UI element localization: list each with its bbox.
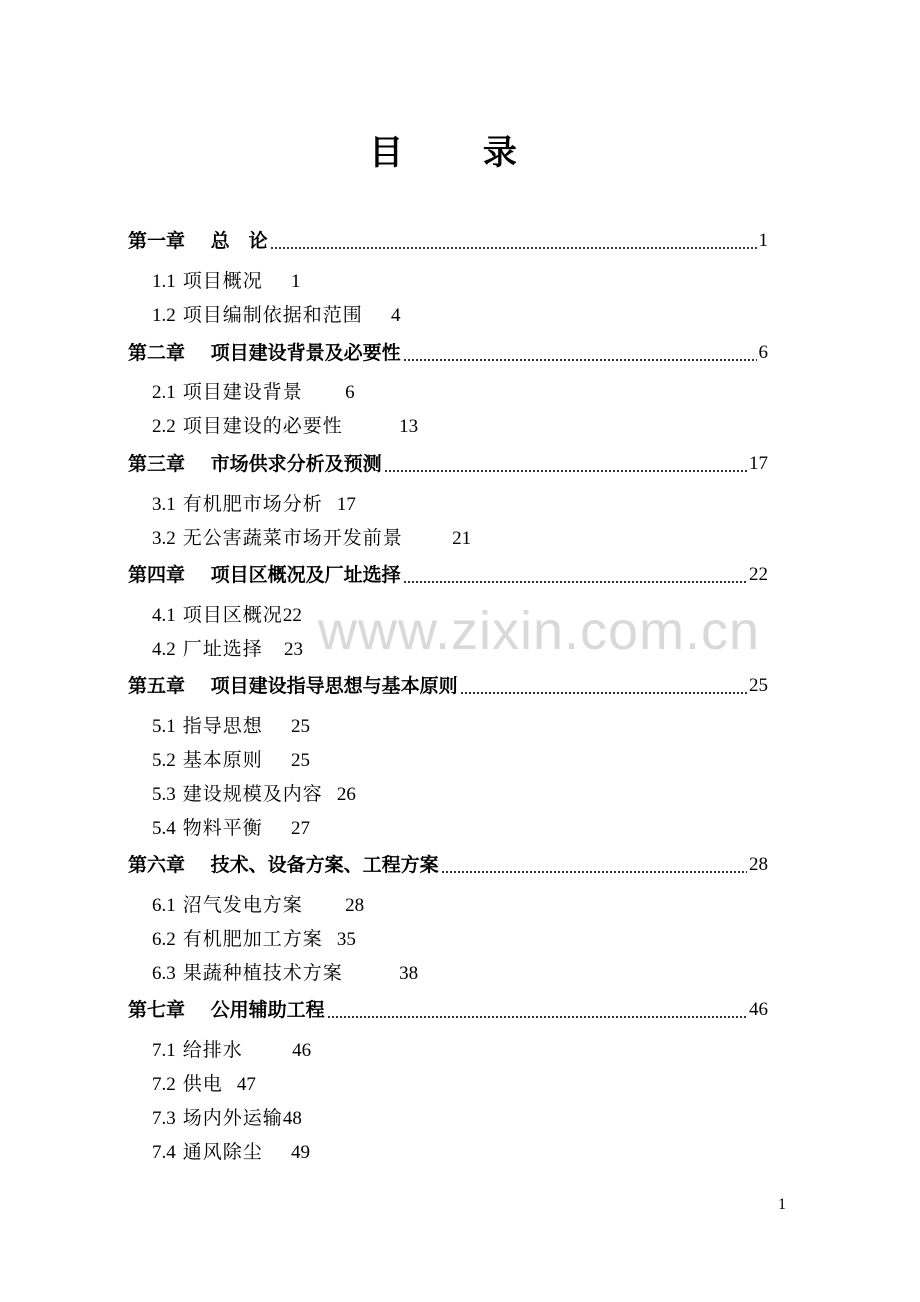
section-number: 7.1 [152, 1040, 176, 1061]
toc-section-7-1[interactable] [152, 1035, 311, 1065]
section-number: 4.1 [152, 605, 176, 626]
section-page-number: 13 [399, 416, 419, 437]
toc-section-4-1[interactable] [152, 600, 302, 630]
page-title: 目 录 [369, 133, 551, 173]
toc-section-5-1[interactable] [152, 711, 310, 741]
chapter-title: 第二章 项目建设背景及必要性 [128, 342, 401, 364]
dot-leader [460, 692, 747, 694]
section-title: 项目编制依据和范围 [182, 304, 363, 326]
section-title: 项目概况 [182, 270, 263, 292]
section-title: 无公害蔬菜市场开发前景 [182, 527, 403, 549]
section-number: 1.2 [152, 305, 176, 326]
section-title: 果蔬种植技术方案 [182, 962, 343, 984]
chapter-page-number: 25 [749, 675, 768, 696]
dot-leader [441, 871, 747, 873]
chapter-title: 第五章 项目建设指导思想与基本原则 [128, 675, 458, 697]
section-page-number: 17 [336, 494, 356, 515]
section-page-number: 22 [282, 605, 302, 626]
toc-section-7-4[interactable] [152, 1137, 310, 1167]
footer-page-number: 1 [778, 1196, 786, 1213]
section-page-number: 48 [282, 1108, 302, 1129]
chapter-page-number: 6 [758, 342, 768, 363]
section-page-number: 21 [452, 528, 472, 549]
section-number: 2.1 [152, 382, 176, 403]
section-page-number: 6 [345, 382, 355, 403]
toc-section-1-1[interactable] [152, 266, 300, 296]
toc-section-2-1[interactable] [152, 377, 355, 407]
chapter-page-number: 28 [749, 854, 768, 875]
section-title: 项目区概况 [182, 604, 283, 626]
toc-section-7-3[interactable] [152, 1103, 302, 1133]
section-page-number: 49 [290, 1142, 310, 1163]
toc-section-4-2[interactable] [152, 634, 303, 664]
section-number: 5.2 [152, 750, 176, 771]
toc-section-6-1[interactable] [152, 890, 364, 920]
toc-section-2-2[interactable] [152, 411, 418, 441]
dot-leader [327, 1016, 747, 1018]
section-title: 建设规模及内容 [182, 783, 323, 805]
watermark: www.zixin.com.cn [318, 601, 761, 661]
section-page-number: 27 [290, 818, 310, 839]
section-number: 6.3 [152, 963, 176, 984]
section-title: 给排水 [182, 1039, 243, 1061]
toc-chapter-3[interactable] [128, 449, 768, 479]
section-page-number: 1 [290, 271, 301, 292]
section-page-number: 23 [283, 639, 303, 660]
toc-section-5-4[interactable] [152, 813, 310, 843]
toc-section-6-3[interactable] [152, 958, 418, 988]
section-title: 厂址选择 [182, 638, 263, 660]
section-title: 沼气发电方案 [182, 894, 303, 916]
section-title: 基本原则 [182, 749, 263, 771]
section-number: 7.4 [152, 1142, 176, 1163]
toc-section-6-2[interactable] [152, 924, 356, 954]
toc-section-5-3[interactable] [152, 779, 356, 809]
section-title: 通风除尘 [182, 1141, 263, 1163]
section-title: 项目建设的必要性 [182, 415, 343, 437]
section-title: 供电 [182, 1073, 223, 1095]
section-number: 3.2 [152, 528, 176, 549]
chapter-page-number: 22 [749, 564, 768, 585]
section-number: 5.1 [152, 716, 176, 737]
chapter-title: 第三章 市场供求分析及预测 [128, 453, 382, 475]
chapter-title: 第一章 总 论 [128, 230, 268, 252]
toc-chapter-7[interactable] [128, 995, 768, 1025]
dot-leader [403, 359, 757, 361]
section-page-number: 25 [290, 716, 310, 737]
section-number: 7.3 [152, 1108, 176, 1129]
chapter-page-number: 46 [749, 999, 768, 1020]
toc-section-3-2[interactable] [152, 523, 471, 553]
section-page-number: 25 [290, 750, 310, 771]
section-page-number: 26 [336, 784, 356, 805]
chapter-title: 第七章 公用辅助工程 [128, 999, 325, 1021]
toc-chapter-4[interactable] [128, 560, 768, 590]
toc-section-1-2[interactable] [152, 300, 400, 330]
section-page-number: 35 [336, 929, 356, 950]
dot-leader [384, 470, 747, 472]
section-title: 物料平衡 [182, 817, 263, 839]
section-number: 6.2 [152, 929, 176, 950]
section-page-number: 4 [390, 305, 401, 326]
toc-chapter-1[interactable] [128, 226, 768, 256]
chapter-title: 第六章 技术、设备方案、工程方案 [128, 854, 439, 876]
section-title: 项目建设背景 [182, 381, 303, 403]
section-page-number: 38 [399, 963, 419, 984]
chapter-page-number: 17 [749, 453, 768, 474]
section-title: 有机肥市场分析 [182, 493, 323, 515]
section-title: 指导思想 [182, 715, 263, 737]
toc-chapter-2[interactable] [128, 338, 768, 368]
section-page-number: 46 [292, 1040, 312, 1061]
toc-chapter-6[interactable] [128, 850, 768, 880]
section-number: 7.2 [152, 1074, 176, 1095]
section-number: 5.3 [152, 784, 176, 805]
section-number: 3.1 [152, 494, 176, 515]
chapter-title: 第四章 项目区概况及厂址选择 [128, 564, 401, 586]
section-number: 4.2 [152, 639, 176, 660]
section-title: 有机肥加工方案 [182, 928, 323, 950]
section-page-number: 47 [236, 1074, 256, 1095]
dot-leader [270, 247, 757, 249]
toc-chapter-5[interactable] [128, 671, 768, 701]
dot-leader [403, 581, 747, 583]
section-title: 场内外运输 [182, 1107, 283, 1129]
section-number: 2.2 [152, 416, 176, 437]
section-number: 6.1 [152, 895, 176, 916]
toc-section-5-2[interactable] [152, 745, 310, 775]
toc-section-7-2[interactable] [152, 1069, 256, 1099]
section-page-number: 28 [345, 895, 365, 916]
chapter-page-number: 1 [758, 230, 768, 251]
section-number: 5.4 [152, 818, 176, 839]
section-number: 1.1 [152, 271, 176, 292]
toc-section-3-1[interactable] [152, 489, 356, 519]
